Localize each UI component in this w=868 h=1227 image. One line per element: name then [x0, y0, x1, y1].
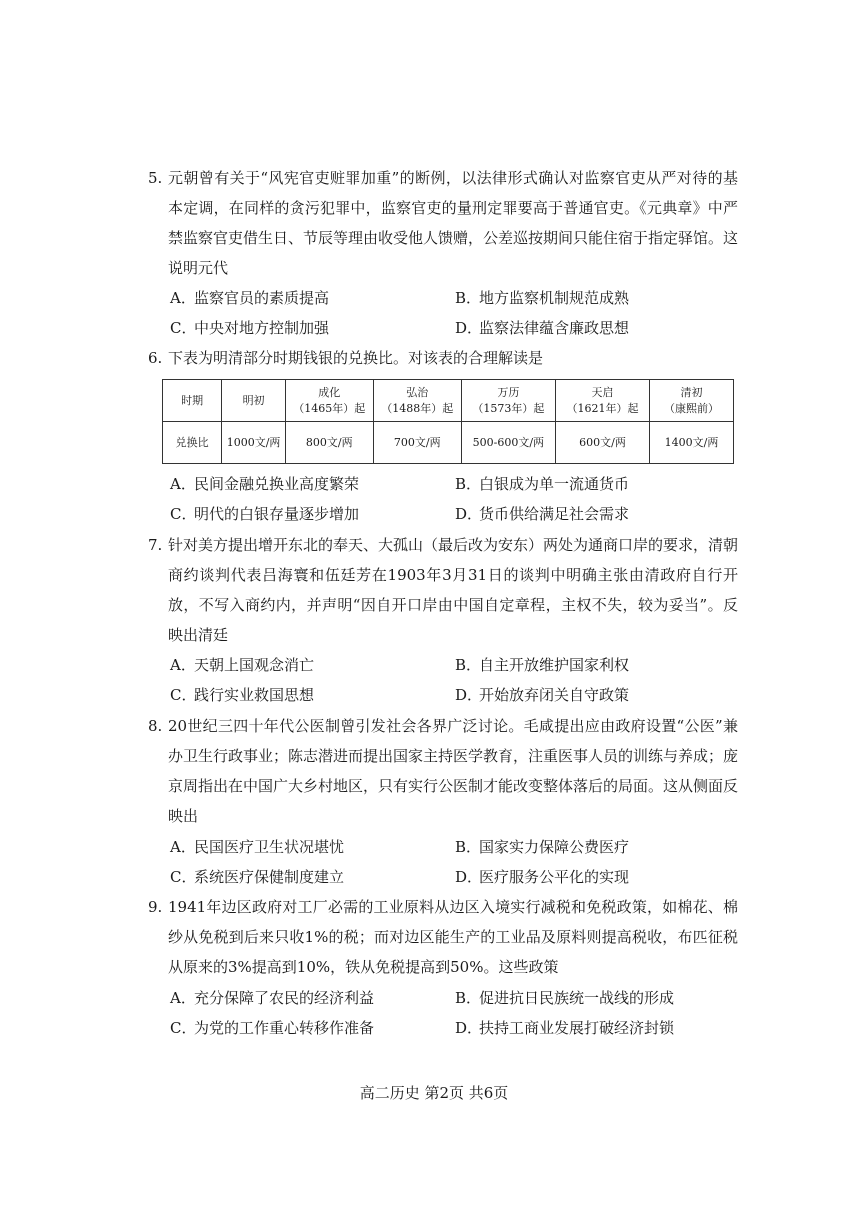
- question-9: [148, 892, 738, 982]
- option-d: D．医疗服务公平化的实现: [455, 868, 630, 886]
- exchange-rate-table: [162, 379, 734, 464]
- option-d: D．开始放弃闭关自守政策: [455, 686, 630, 704]
- table-header-row: [163, 380, 734, 422]
- question-5-options: [170, 283, 740, 343]
- question-stem: 针对美方提出增开东北的奉天、大孤山（最后改为安东）两处为通商口岸的要求，清朝商约谈判代表吕海寰和伍廷芳在1903年3月31日的谈判中明确主张由清政府自行开放，不写入商约内，并声明“因自开口岸由中国自定章程，主权不失，较为妥当”。反映出清廷: [168, 536, 739, 644]
- option-d: D．扶持工商业发展打破经济封锁: [455, 1019, 675, 1037]
- question-6: [148, 343, 738, 373]
- question-6-options: [170, 469, 740, 529]
- table-header-cell: 天启 （1621年）起: [555, 380, 649, 422]
- question-7-options: [170, 650, 740, 710]
- table-cell: 500-600文/两: [461, 422, 555, 464]
- question-number: 5.: [148, 169, 163, 187]
- option-a: A．充分保障了农民的经济利益: [170, 989, 375, 1007]
- option-c: C．中央对地方控制加强: [170, 319, 330, 337]
- question-9-options: [170, 983, 740, 1043]
- table-cell: 1000文/两: [222, 422, 285, 464]
- table-header-cell: 万历 （1573年）起: [461, 380, 555, 422]
- option-d: D．监察法律蕴含廉政思想: [455, 319, 630, 337]
- option-c: C．为党的工作重心转移作准备: [170, 1019, 375, 1037]
- question-8: [148, 711, 738, 831]
- question-number: 8.: [148, 717, 163, 735]
- question-stem: 20世纪三四十年代公医制曾引发社会各界广泛讨论。毛咸提出应由政府设置“公医”兼办卫生行政事业；陈志潜进而提出国家主持医学教育，注重医事人员的训练与养成；庞京周指出在中国广大乡村地区，只有实行公医制才能改变整体落后的局面。这从侧面反映出: [168, 717, 739, 825]
- option-c: C．践行实业救国思想: [170, 686, 315, 704]
- question-5: [148, 163, 738, 283]
- table-cell: 800文/两: [285, 422, 373, 464]
- page-footer: 高二历史 第2页 共6页: [359, 1084, 509, 1102]
- option-a: A．民间金融兑换业高度繁荣: [170, 475, 360, 493]
- question-8-options: [170, 832, 740, 892]
- table-header-cell: 弘治 （1488年）起: [373, 380, 461, 422]
- question-stem: 1941年边区政府对工厂必需的工业原料从边区入境实行减税和免税政策，如棉花、棉纱从免税到后来只收1%的税；而对边区能生产的工业品及原料则提高税收，布匹征税从原来的3%提高到10%，铁从免税提高到50%。这些政策: [168, 898, 738, 976]
- table-header-cell: 清初 （康熙前）: [650, 380, 734, 422]
- question-stem: 下表为明清部分时期钱银的兑换比。对该表的合理解读是: [168, 349, 544, 367]
- table-cell: 1400文/两: [650, 422, 734, 464]
- table-header-cell: 成化 （1465年）起: [285, 380, 373, 422]
- option-b: B．国家实力保障公费医疗: [455, 838, 630, 856]
- option-d: D．货币供给满足社会需求: [455, 505, 630, 523]
- option-a: A．天朝上国观念消亡: [170, 656, 315, 674]
- question-number: 7.: [148, 536, 163, 554]
- table-cell: 700文/两: [373, 422, 461, 464]
- option-a: A．民国医疗卫生状况堪忧: [170, 838, 345, 856]
- table-row: [163, 422, 734, 464]
- question-7: [148, 530, 738, 650]
- option-a: A．监察官员的素质提高: [170, 289, 330, 307]
- table-cell: 600文/两: [555, 422, 649, 464]
- option-b: B．地方监察机制规范成熟: [455, 289, 630, 307]
- table-header-cell: 明初: [222, 380, 285, 422]
- question-number: 6.: [148, 349, 163, 367]
- option-b: B．白银成为单一流通货币: [455, 475, 630, 493]
- table-cell: 兑换比: [163, 422, 222, 464]
- table-header-cell: 时期: [163, 380, 222, 422]
- option-c: C．明代的白银存量逐步增加: [170, 505, 360, 523]
- question-number: 9.: [148, 898, 163, 916]
- option-c: C．系统医疗保健制度建立: [170, 868, 345, 886]
- option-b: B．自主开放维护国家利权: [455, 656, 630, 674]
- question-stem: 元朝曾有关于“风宪官吏赃罪加重”的断例，以法律形式确认对监察官吏从严对待的基本定调，在同样的贪污犯罪中，监察官吏的量刑定罪要高于普通官吏。《元典章》中严禁监察官吏借生日、节辰等理由收受他人馈赠，公差巡按期间只能住宿于指定驿馆。这说明元代: [168, 169, 739, 277]
- option-b: B．促进抗日民族统一战线的形成: [455, 989, 675, 1007]
